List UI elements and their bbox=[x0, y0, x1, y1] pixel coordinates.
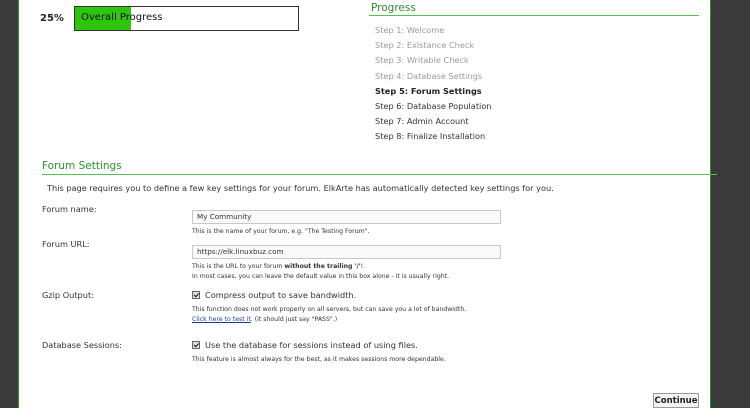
step-item: Step 6: Database Population bbox=[375, 100, 492, 111]
progress-bar-label: Overall Progress bbox=[81, 12, 163, 23]
gzip-test-line bbox=[192, 315, 692, 325]
step-item: Step 3: Writable Check bbox=[375, 55, 469, 66]
forum-name-field-wrap bbox=[192, 204, 692, 237]
step-item: Step 4: Database Settings bbox=[375, 70, 483, 81]
db-hint: This feature is almost always for the best, as it makes sessions more dependable. bbox=[192, 356, 446, 363]
step-item: Step 2: Existance Check bbox=[375, 40, 475, 51]
progress-panel bbox=[369, 0, 699, 145]
overall-progress bbox=[40, 6, 299, 31]
forum-name-hint: This is the name of your forum, e.g. "The Testing Forum". bbox=[192, 227, 370, 235]
section-title: Forum Settings bbox=[42, 160, 717, 175]
hint-text: This is the URL to your forum bbox=[192, 262, 285, 270]
continue-button[interactable]: Continue bbox=[653, 393, 699, 408]
forum-url-label: Forum URL: bbox=[42, 239, 90, 249]
hint-bold: without the trailing '/' bbox=[284, 262, 361, 270]
step-item: Step 8: Finalize Installation bbox=[375, 131, 486, 142]
db-check-label: Use the database for sessions instead of using files. bbox=[205, 340, 418, 350]
gzip-checkbox[interactable] bbox=[192, 291, 200, 299]
hint-text: . (it should just say "PASS".) bbox=[250, 316, 338, 323]
forum-url-field-wrap bbox=[192, 239, 692, 282]
forum-name-label: Forum name: bbox=[42, 204, 97, 214]
db-sessions-label: Database Sessions: bbox=[42, 340, 122, 350]
db-check-line bbox=[192, 340, 692, 350]
forum-url-hint-2: In most cases, you can leave the default value in this box alone - it is usually right. bbox=[192, 272, 450, 280]
overall-percent: 25% bbox=[40, 13, 64, 24]
progress-title: Progress bbox=[369, 0, 699, 16]
gzip-field-wrap bbox=[192, 290, 692, 325]
installer-frame bbox=[18, 0, 711, 408]
gzip-test-link[interactable]: Click here to test it bbox=[192, 316, 251, 323]
gzip-check-line bbox=[192, 290, 692, 300]
step-item: Step 1: Welcome bbox=[375, 25, 445, 35]
forum-url-input[interactable] bbox=[192, 245, 501, 259]
forum-settings-section bbox=[42, 160, 717, 363]
step-list bbox=[369, 23, 699, 145]
hint-text: !. bbox=[360, 262, 366, 270]
gzip-check-label: Compress output to save bandwidth. bbox=[205, 290, 357, 300]
intro-text: This page requires you to define a few key settings for your forum. ElkArte has automatically detected key settings for you. bbox=[47, 183, 554, 193]
db-sessions-checkbox[interactable] bbox=[192, 341, 200, 349]
step-item: Step 7: Admin Account bbox=[375, 116, 469, 127]
forum-name-input[interactable] bbox=[192, 210, 501, 224]
db-sessions-field-wrap bbox=[192, 340, 692, 365]
gzip-label: Gzip Output: bbox=[42, 290, 94, 300]
overall-progress-bar bbox=[74, 6, 299, 31]
step-item-current: Step 5: Forum Settings bbox=[375, 85, 482, 96]
gzip-hint: This function does not work properly on all servers, but can save you a lot of bandwidth. bbox=[192, 306, 467, 313]
forum-url-hint bbox=[192, 262, 692, 272]
